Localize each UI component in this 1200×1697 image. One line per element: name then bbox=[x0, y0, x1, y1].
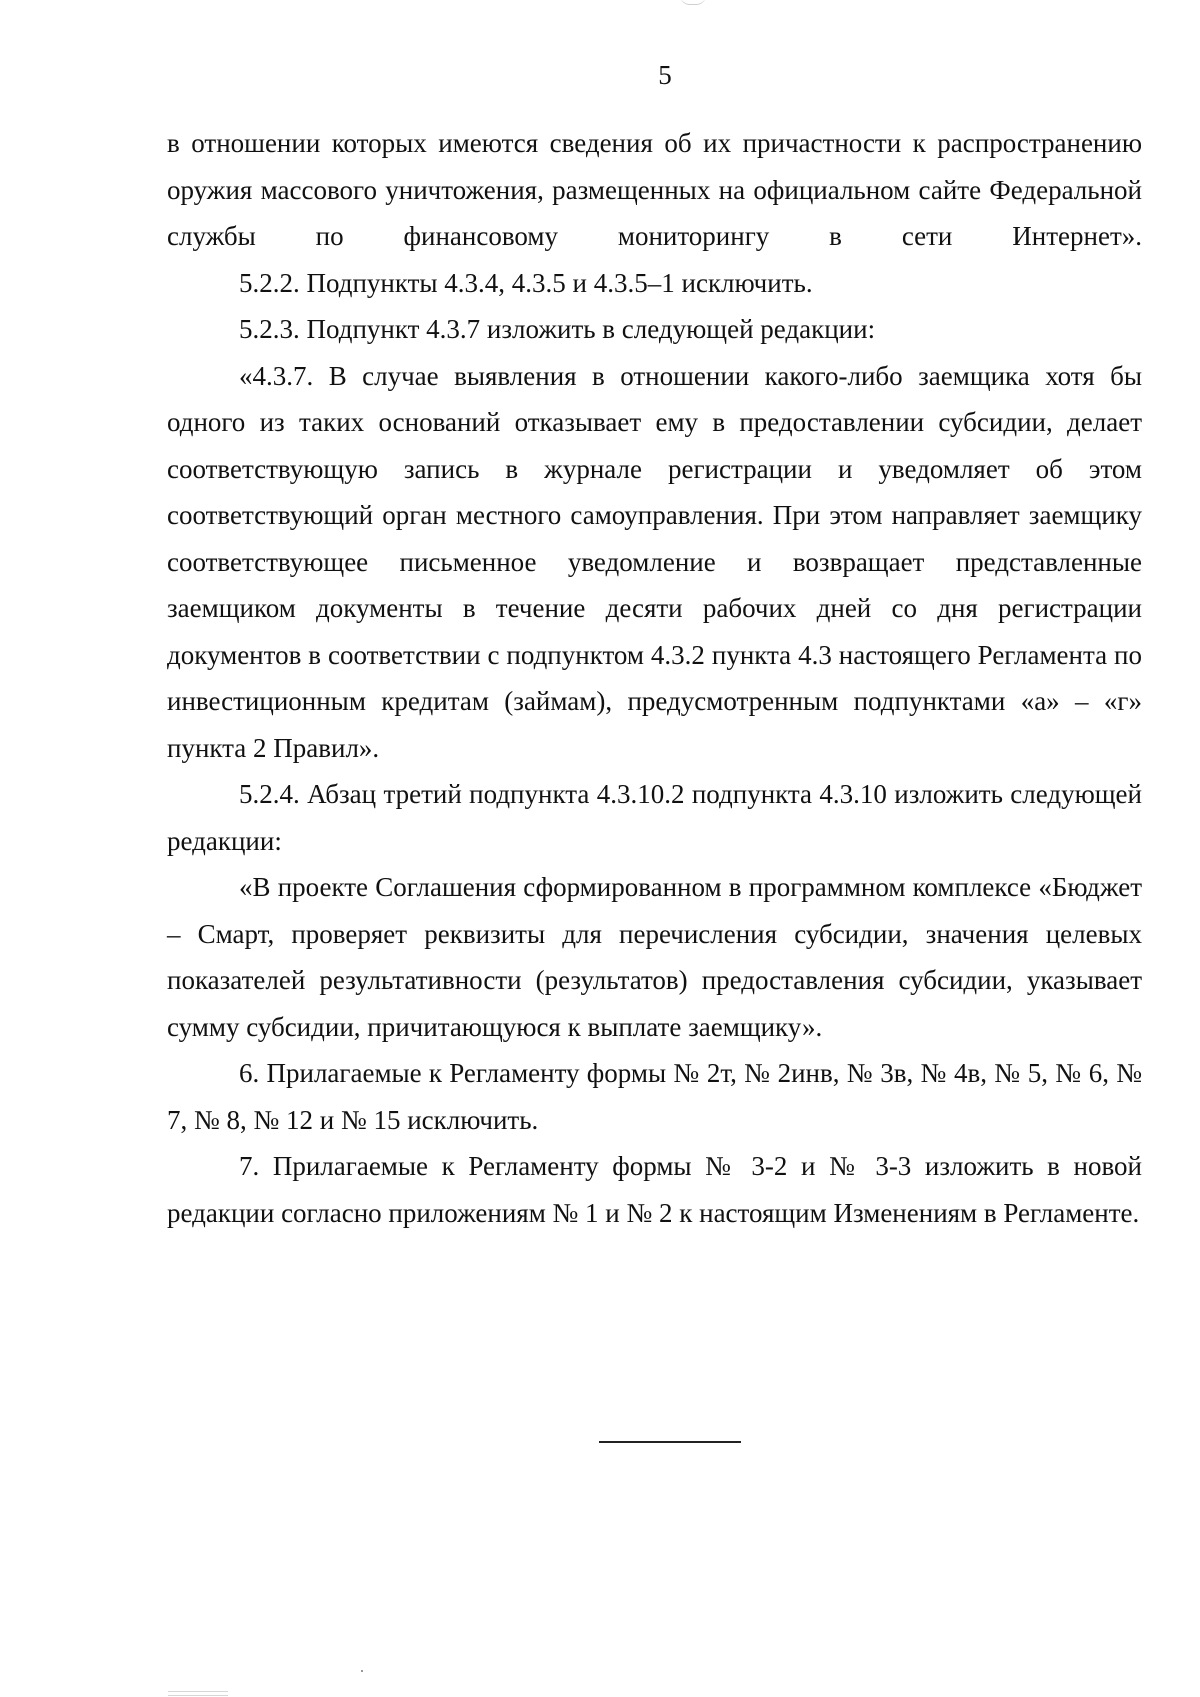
paragraph-agreement-quote: «В проекте Соглашения сформированном в программном комплексе «Бюджет – Смарт, проверяет реквизиты для перечисления субсидии, значения целевых показателей результативности (результатов) предоставления субсидии, указывает сумму субсидии, причитающуюся к выплате заемщику». bbox=[167, 872, 1142, 1042]
paragraph-6: 6. Прилагаемые к Регламенту формы № 2т, № 2инв, № 3в, № 4в, № 5, № 6, № 7, № 8, № 12 и № 15 исключить. bbox=[167, 1058, 1142, 1135]
scan-artifact-dot bbox=[361, 1670, 363, 1672]
end-of-text-rule bbox=[599, 1441, 741, 1443]
page-number: 5 bbox=[658, 60, 672, 90]
paragraph-continuation: в отношении которых имеются сведения об их причастности к распространению оружия массового уничтожения, размещенных на официальном сайте Федеральной службы по финансовому мониторингу в сети Интернет». bbox=[167, 128, 1142, 251]
paragraph-5-2-4: 5.2.4. Абзац третий подпункта 4.3.10.2 подпункта 4.3.10 изложить следующей редакции: bbox=[167, 779, 1142, 856]
document-body bbox=[167, 120, 1142, 1236]
paragraph-5-2-2: 5.2.2. Подпункты 4.3.4, 4.3.5 и 4.3.5–1 исключить. bbox=[239, 267, 813, 298]
scan-artifact-top bbox=[680, 0, 706, 5]
paragraph-5-2-3: 5.2.3. Подпункт 4.3.7 изложить в следующей редакции: bbox=[239, 314, 876, 344]
paragraph-7: 7. Прилагаемые к Регламенту формы № 3-2 и № 3-3 изложить в новой редакции согласно приложениям № 1 и № 2 к настоящим Изменениям в Регламенте. bbox=[167, 1151, 1142, 1228]
scan-artifact-bottom bbox=[168, 1691, 228, 1696]
paragraph-4-3-7-quote: «4.3.7. В случае выявления в отношении какого-либо заемщика хотя бы одного из таких оснований отказывает ему в предоставлении субсидии, делает соответствующую запись в журнале регистрации и уведомляет об этом соответствующий орган местного самоуправления. При этом направляет заемщику соответствующее письменное уведомление и возвращает представленные заемщиком документы в течение десяти рабочих дней со дня регистрации документов в соответствии с подпунктом 4.3.2 пункта 4.3 настоящего Регламента по инвестиционным кредитам (займам), предусмотренным подпунктами «а» – «г» пункта 2 Правил». bbox=[167, 360, 1142, 763]
